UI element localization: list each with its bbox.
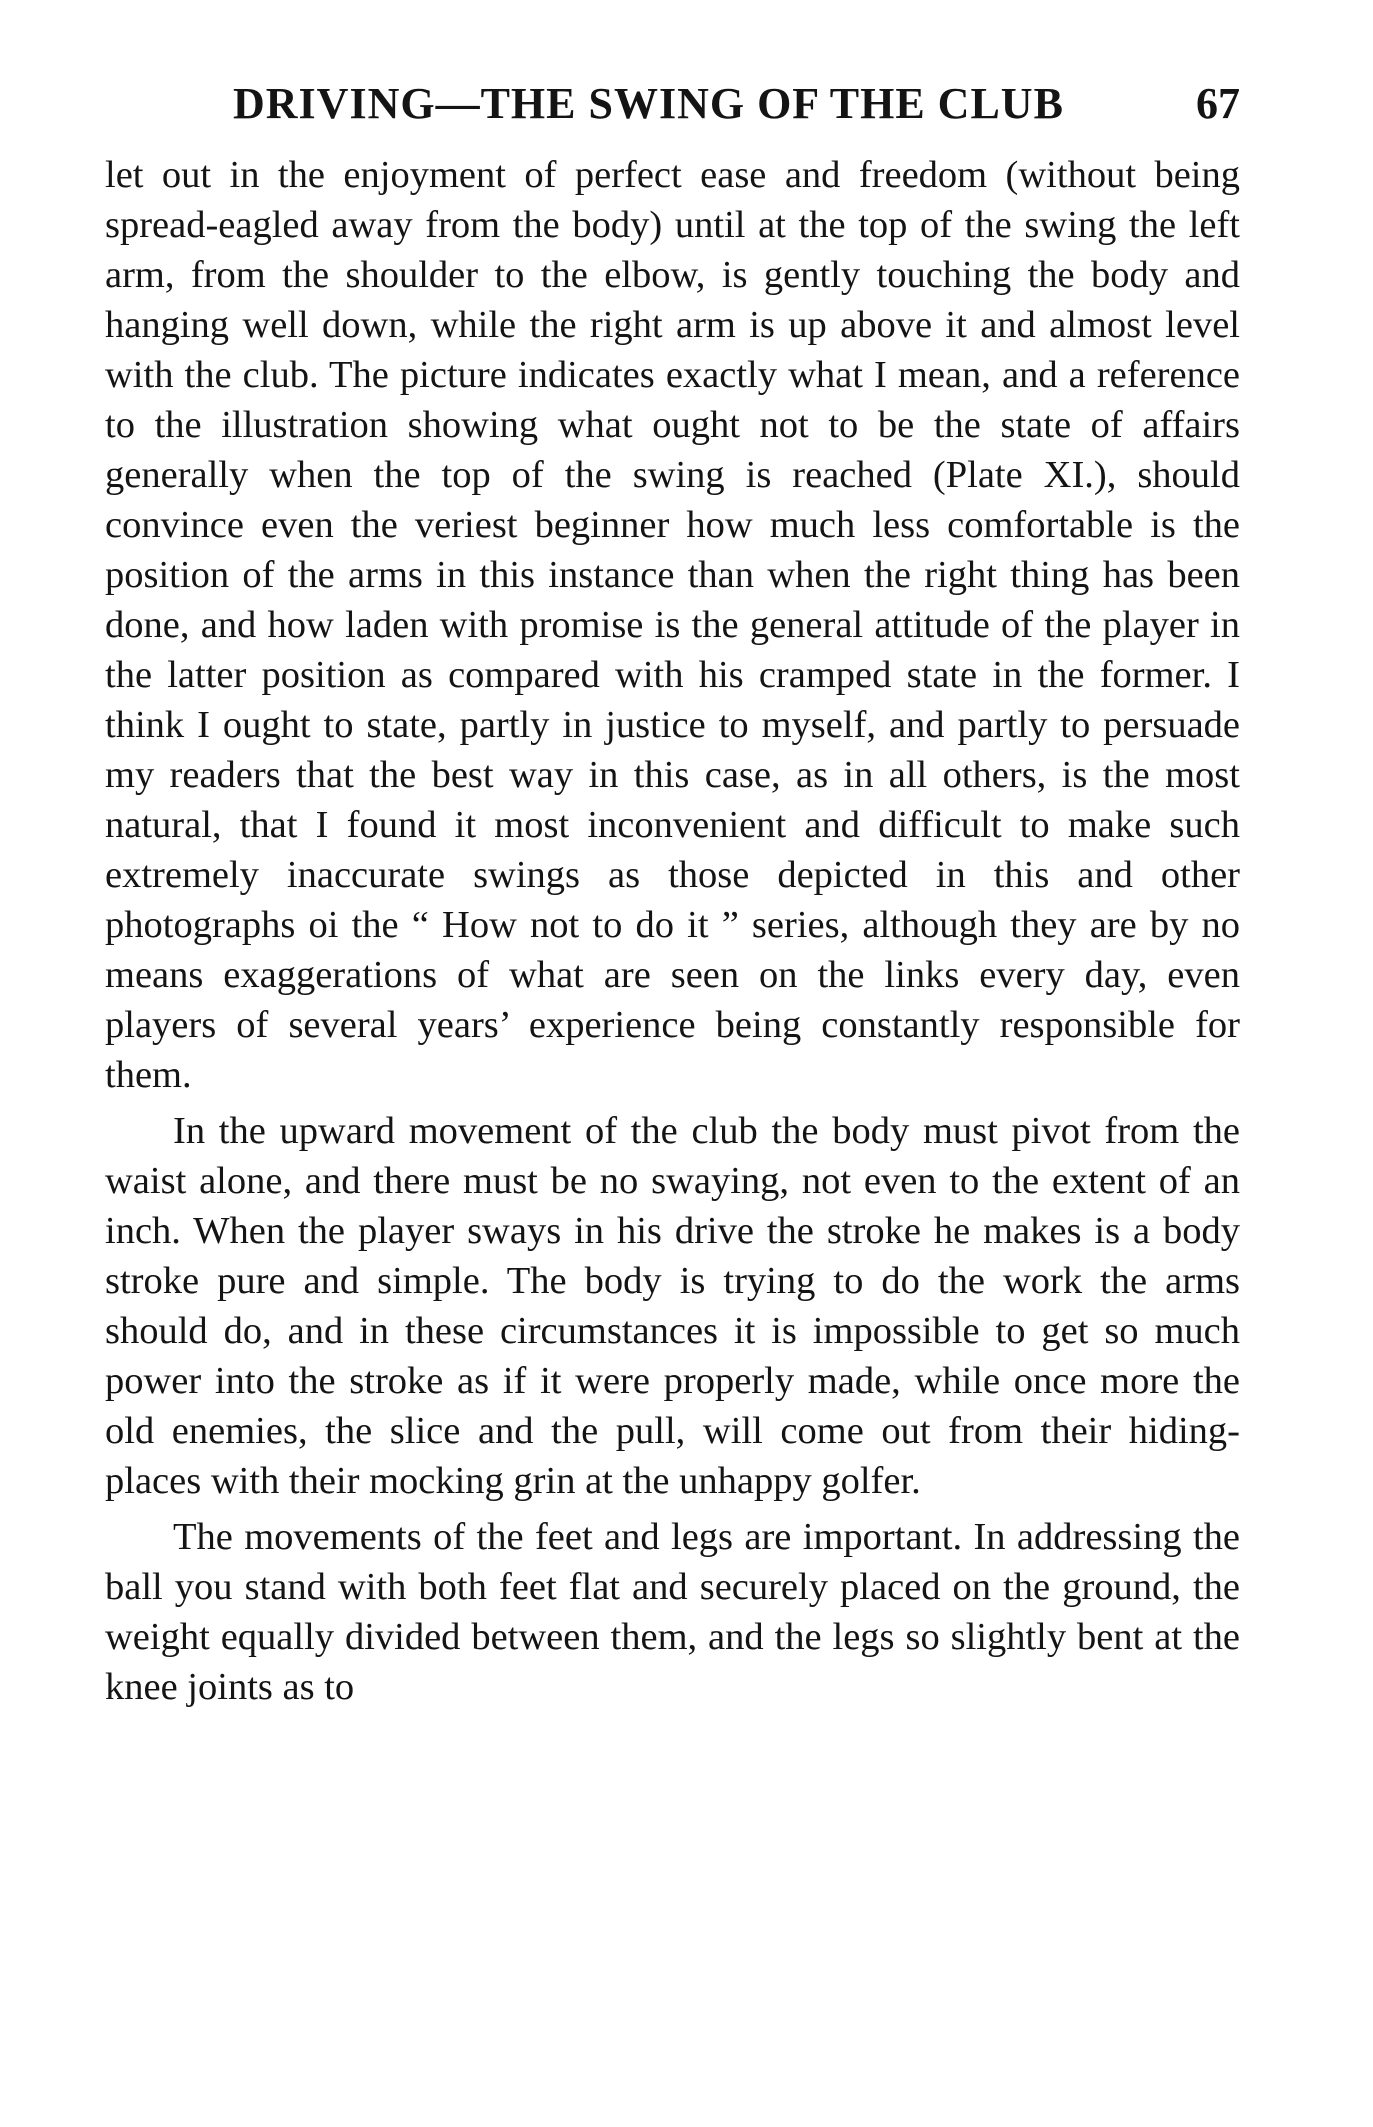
body-paragraph-2: In the upward movement of the club the body must pivot from the waist alone, and there must be no swaying, not even to the extent of an inch. When the player sways in his drive the stroke he makes is a body stroke pure and simple. The body is trying to do the work the arms should do, and in these circumstances it is impossible to get so much power into the stroke as if it were properly made, while once more the old enemies, the slice and the pull, will come out from their hiding-places with their mocking grin at the unhappy golfer. [105, 1110, 1240, 1502]
book-page [105, 70, 1240, 1712]
page-number: 67 [1196, 79, 1240, 128]
running-head [105, 70, 1240, 128]
body-paragraph-1: let out in the enjoyment of perfect ease and freedom (without being spread-eagled away from the body) until at the top of the swing the left arm, from the shoulder to the elbow, is gently touching the body and hanging well down, while the right arm is up above it and almost level with the club. The picture indicates exactly what I mean, and a reference to the illustration showing what ought not to be the state of affairs generally when the top of the swing is reached (Plate XI.), should convince even the veriest beginner how much less comfortable is the position of the arms in this instance than when the right thing has been done, and how laden with promise is the general attitude of the player in the latter position as compared with his cramped state in the former. I think I ought to state, partly in justice to myself, and partly to persuade my readers that the best way in this case, as in all others, is the most natural, that I found it most inconvenient and difficult to make such extremely inaccurate swings as those depicted in this and other photographs oi the “ How not to do it ” series, although they are by no means exaggerations of what are seen on the links every day, even players of several years’ experience being constantly responsible for them. [105, 154, 1240, 1096]
running-title: DRIVING—THE SWING OF THE CLUB [233, 79, 1064, 128]
body-paragraph-3: The movements of the feet and legs are important. In addressing the ball you stand with both feet flat and securely placed on the ground, the weight equally divided between them, and the legs so slightly bent at the knee joints as to [105, 1516, 1240, 1708]
